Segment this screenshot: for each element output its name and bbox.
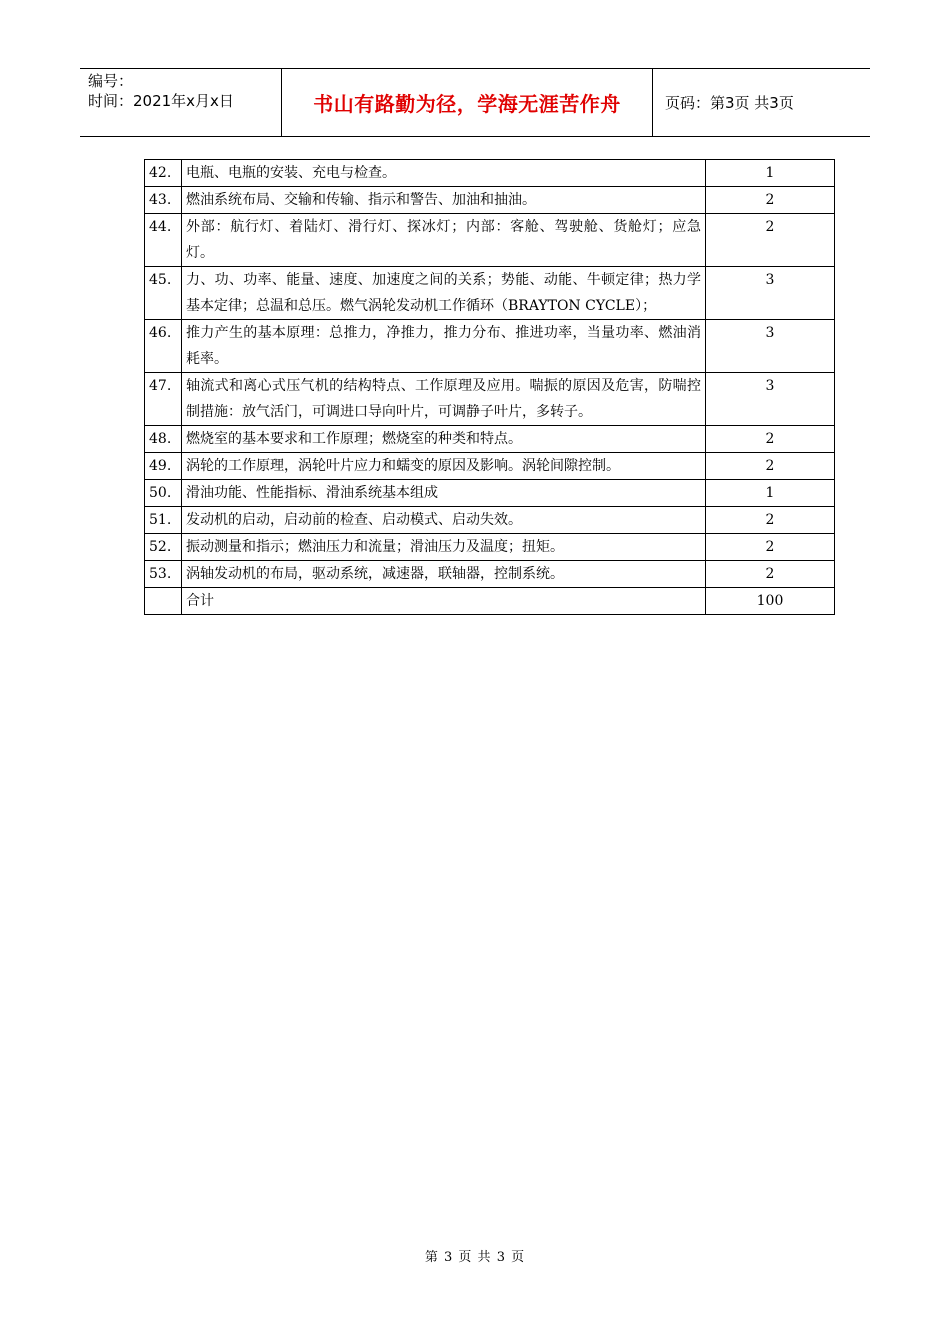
document-number-label: 编号：: [88, 72, 134, 90]
row-score: 3: [706, 320, 835, 373]
row-content: 推力产生的基本原理：总推力，净推力，推力分布、推进功率，当量功率、燃油消耗率。: [182, 320, 706, 373]
row-score: 2: [706, 453, 835, 480]
row-number: 46.: [145, 320, 182, 373]
row-number: 51.: [145, 507, 182, 534]
total-label: 合计: [182, 588, 706, 615]
row-score: 2: [706, 507, 835, 534]
table-row: [145, 320, 835, 373]
total-score: 100: [706, 588, 835, 615]
header-page-label: 页码：第3页 共3页: [665, 94, 794, 112]
header-info: [80, 69, 282, 136]
row-score: 1: [706, 480, 835, 507]
row-content: 燃油系统布局、交输和传输、指示和警告、加油和抽油。: [182, 187, 706, 214]
table-row: [145, 267, 835, 320]
row-number: 44.: [145, 214, 182, 267]
row-score: 2: [706, 534, 835, 561]
row-score: 3: [706, 373, 835, 426]
document-time-label: 时间：2021年x月x日: [88, 92, 234, 110]
table-row: [145, 453, 835, 480]
table-row: [145, 214, 835, 267]
row-score: 2: [706, 187, 835, 214]
table-row: [145, 426, 835, 453]
total-number-cell: [145, 588, 182, 615]
row-number: 42.: [145, 160, 182, 187]
row-score: 2: [706, 561, 835, 588]
row-content: 外部：航行灯、着陆灯、滑行灯、探冰灯；内部：客舱、驾驶舱、货舱灯；应急灯。: [182, 214, 706, 267]
row-number: 52.: [145, 534, 182, 561]
table-row: [145, 187, 835, 214]
row-content: 电瓶、电瓶的安装、充电与检查。: [182, 160, 706, 187]
row-number: 47.: [145, 373, 182, 426]
table-row: [145, 480, 835, 507]
row-number: 49.: [145, 453, 182, 480]
row-content: 涡轴发动机的布局，驱动系统，减速器，联轴器，控制系统。: [182, 561, 706, 588]
table-row: [145, 507, 835, 534]
table-row: [145, 160, 835, 187]
table-row: [145, 534, 835, 561]
row-score: 3: [706, 267, 835, 320]
row-content: 发动机的启动，启动前的检查、启动模式、启动失效。: [182, 507, 706, 534]
row-number: 45.: [145, 267, 182, 320]
row-number: 50.: [145, 480, 182, 507]
row-content: 燃烧室的基本要求和工作原理；燃烧室的种类和特点。: [182, 426, 706, 453]
table-row: [145, 373, 835, 426]
header-motto: 书山有路勤为径，学海无涯苦作舟: [313, 92, 621, 116]
row-number: 53.: [145, 561, 182, 588]
row-score: 1: [706, 160, 835, 187]
row-number: 43.: [145, 187, 182, 214]
row-content: 滑油功能、性能指标、滑油系统基本组成: [182, 480, 706, 507]
page-header: [80, 68, 870, 137]
row-content: 力、功、功率、能量、速度、加速度之间的关系；势能、动能、牛顿定律；热力学基本定律；总温和总压。燃气涡轮发动机工作循环（BRAYTON CYCLE）；: [182, 267, 706, 320]
row-content: 涡轮的工作原理，涡轮叶片应力和蠕变的原因及影响。涡轮间隙控制。: [182, 453, 706, 480]
page-footer: 第 3 页 共 3 页: [424, 1250, 526, 1265]
header-page-cell: [653, 69, 870, 136]
header-motto-cell: [282, 69, 653, 136]
table-row: [145, 561, 835, 588]
row-number: 48.: [145, 426, 182, 453]
syllabus-table: [144, 159, 835, 615]
total-row: [145, 588, 835, 615]
row-score: 2: [706, 214, 835, 267]
row-score: 2: [706, 426, 835, 453]
row-content: 轴流式和离心式压气机的结构特点、工作原理及应用。喘振的原因及危害，防喘控制措施：放气活门，可调进口导向叶片，可调静子叶片，多转子。: [182, 373, 706, 426]
row-content: 振动测量和指示；燃油压力和流量；滑油压力及温度；扭矩。: [182, 534, 706, 561]
